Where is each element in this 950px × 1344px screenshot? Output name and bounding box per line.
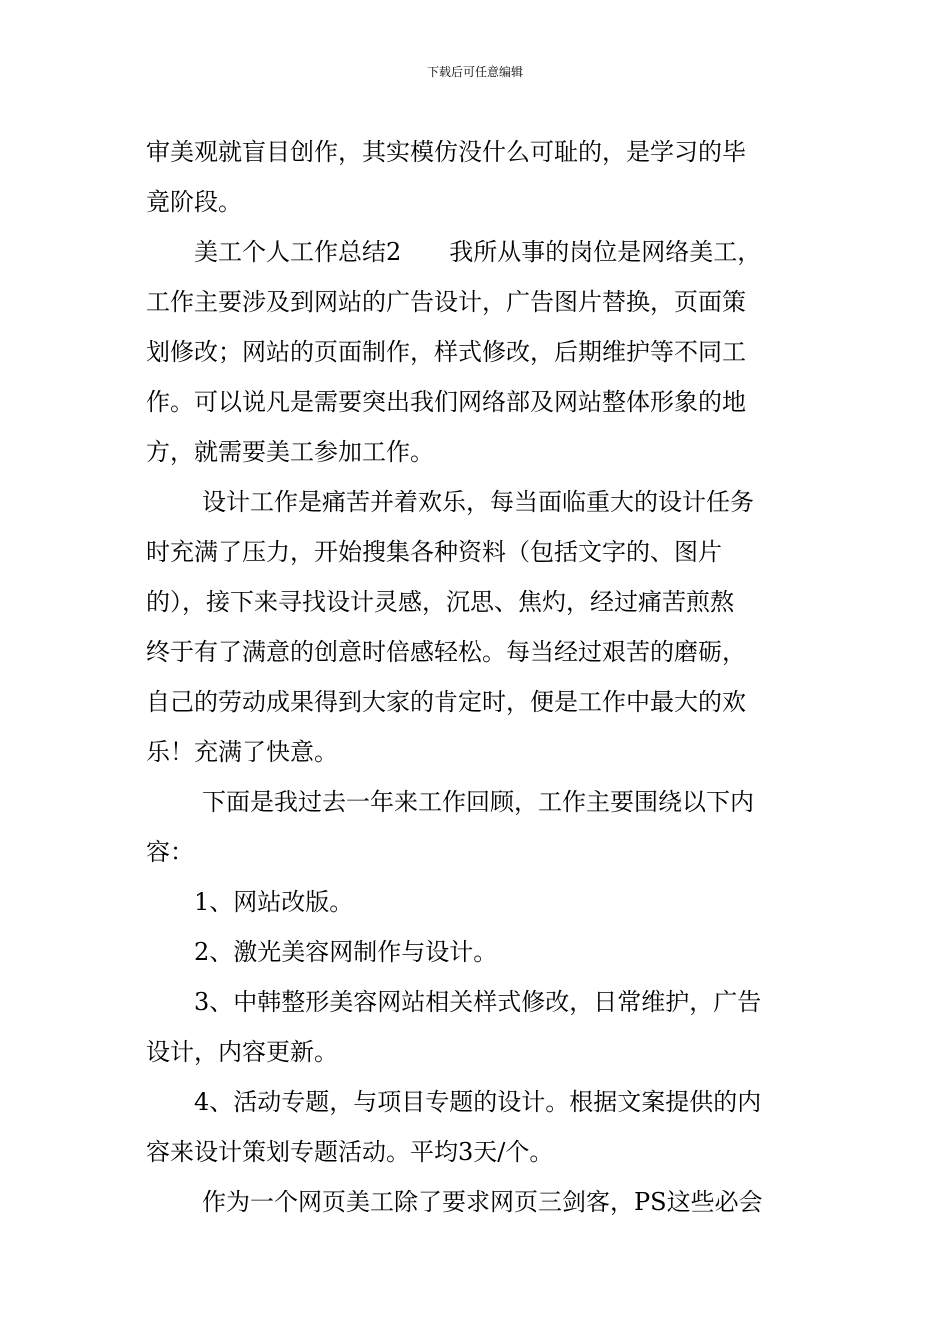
list-item: 1、网站改版。 (194, 888, 354, 916)
text-line: 下面是我过去一年来工作回顾，工作主要围绕以下内 (202, 788, 754, 816)
text-line: 设计工作是痛苦并着欢乐，每当面临重大的设计任务 (202, 488, 754, 516)
list-item: 3、中韩整形美容网站相关样式修改，日常维护，广告 (194, 988, 762, 1016)
text-segment: 我所从事的岗位是网络美工， (449, 238, 762, 266)
text-line: 自己的劳动成果得到大家的肯定时，便是工作中最大的欢 (146, 688, 746, 716)
text-line: 的），接下来寻找设计灵感，沉思、焦灼，经过痛苦煎熬 (146, 588, 734, 616)
text-line: 终于有了满意的创意时倍感轻松。每当经过艰苦的磨砺， (146, 638, 746, 666)
list-item: 2、激光美容网制作与设计。 (194, 938, 498, 966)
section-title-line (146, 227, 810, 277)
text-line: 乐！充满了快意。 (146, 738, 338, 766)
text-line: 竟阶段。 (146, 188, 242, 216)
document-body (146, 127, 810, 1227)
text-line: 设计，内容更新。 (146, 1038, 338, 1066)
text-line: 划修改；网站的页面制作，样式修改，后期维护等不同工 (146, 338, 746, 366)
text-line: 工作主要涉及到网站的广告设计，广告图片替换，页面策 (146, 288, 746, 316)
list-item: 4、活动专题，与项目专题的设计。根据文案提供的内 (194, 1088, 762, 1116)
text-line: 容来设计策划专题活动。平均3天/个。 (146, 1138, 554, 1166)
section-title: 美工个人工作总结2 (194, 238, 402, 266)
text-line: 方，就需要美工参加工作。 (146, 438, 434, 466)
text-line: 容： (146, 838, 194, 866)
text-line: 时充满了压力，开始搜集各种资料（包括文字的、图片 (146, 538, 722, 566)
text-line: 审美观就盲目创作，其实模仿没什么可耻的，是学习的毕 (146, 138, 746, 166)
text-line: 作为一个网页美工除了要求网页三剑客，PS这些必会 (202, 1188, 763, 1216)
page-header-note: 下载后可任意编辑 (426, 65, 523, 79)
text-line: 作。可以说凡是需要突出我们网络部及网站整体形象的地 (146, 388, 746, 416)
